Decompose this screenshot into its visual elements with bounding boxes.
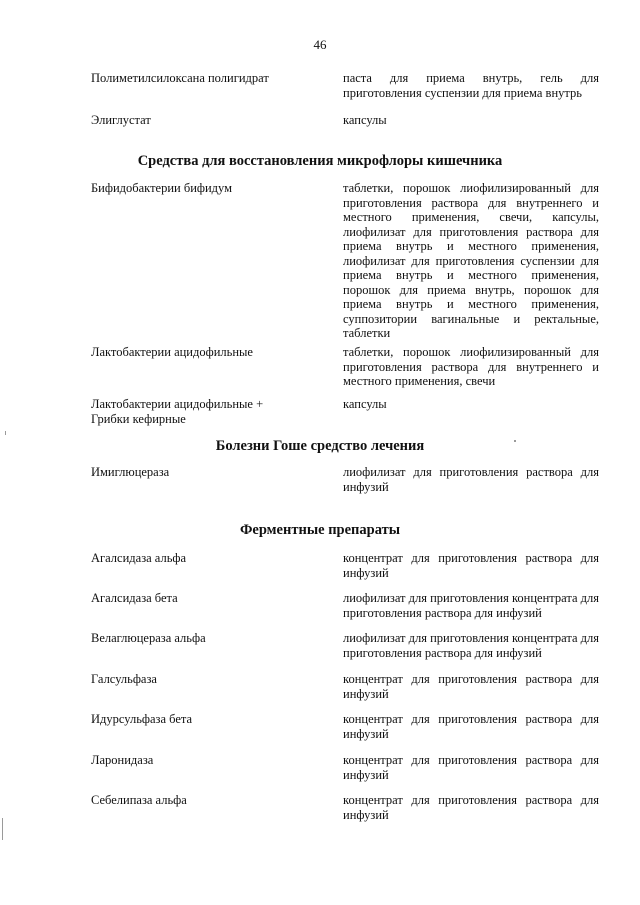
drug-name: Лактобактерии ацидофильные	[91, 345, 253, 359]
drug-name: Элиглустат	[91, 113, 151, 127]
drug-name: Имиглюцераза	[91, 465, 170, 479]
drug-name: Галсульфаза	[91, 672, 157, 686]
dosage-form: концентрат для приготовления раствора для инфузий	[343, 793, 599, 822]
scan-mark	[5, 431, 6, 435]
dosage-form: лиофилизат для приготовления концентрата для приготовления раствора для инфузий	[343, 591, 599, 620]
drug-name: Агалсидаза бета	[91, 591, 178, 605]
drug-name: Идурсульфаза бета	[91, 712, 193, 726]
dosage-form: капсулы	[343, 397, 387, 411]
dosage-form: концентрат для приготовления раствора для инфузий	[343, 551, 599, 580]
dosage-form: концентрат для приготовления раствора для инфузий	[343, 672, 599, 701]
drug-name: Себелипаза альфа	[91, 793, 187, 807]
section-title: Средства для восстановления микрофлоры кишечника	[137, 153, 503, 169]
drug-name: Велаглюцераза альфа	[91, 631, 206, 645]
dosage-form: капсулы	[343, 113, 387, 127]
drug-name: Бифидобактерии бифидум	[91, 181, 233, 195]
dosage-form: лиофилизат для приготовления раствора для инфузий	[343, 465, 599, 494]
scan-mark	[514, 440, 516, 442]
drug-name: Агалсидаза альфа	[91, 551, 187, 565]
dosage-form: концентрат для приготовления раствора для инфузий	[343, 712, 599, 741]
page-number: 46	[313, 37, 327, 52]
drug-name: Полиметилсилоксана полигидрат	[91, 71, 269, 85]
section-title: Болезни Гоше средство лечения	[215, 438, 425, 454]
dosage-form: таблетки, порошок лиофилизированный для приготовления раствора для внутреннего и местного применения, свечи	[343, 345, 599, 388]
drug-name: Ларонидаза	[91, 753, 154, 767]
scan-mark	[2, 818, 3, 840]
drug-name: Лактобактерии ацидофильные + Грибки кефирные	[91, 397, 264, 426]
dosage-form: лиофилизат для приготовления концентрата для приготовления раствора для инфузий	[343, 631, 599, 660]
dosage-form: таблетки, порошок лиофилизированный для приготовления раствора для внутреннего и местного применения, свечи, капсулы, лиофилизат для приготовления раствора для приема внутрь и местного применения, лиофилизат для приготовления суспензии для приема внутрь и местного применения, порошок для приема внутрь, порошок для приема внутрь и местного применения, суппозитории вагинальные и ректальные, таблетки	[343, 181, 599, 340]
section-title: Ферментные препараты	[239, 522, 401, 538]
dosage-form: паста для приема внутрь, гель для приготовления суспензии для приема внутрь	[343, 71, 599, 100]
dosage-form: концентрат для приготовления раствора для инфузий	[343, 753, 599, 782]
